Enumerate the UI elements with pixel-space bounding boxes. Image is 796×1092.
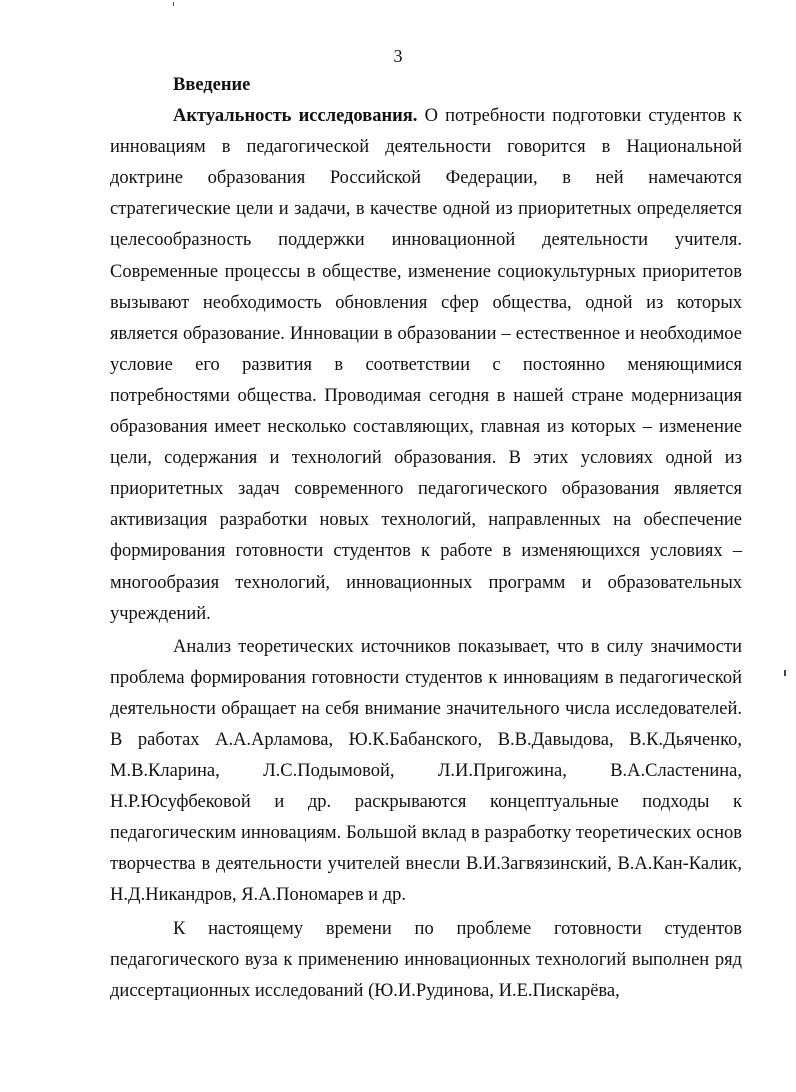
scan-artifact: [784, 670, 786, 676]
scan-artifact: [173, 2, 174, 6]
paragraph-lead: Актуальность исследования.: [173, 106, 418, 127]
document-body: [110, 70, 742, 1007]
paragraph-analysis: Анализ теоретических источников показывает, что в силу значимости проблема формирования готовности студентов к инновациям в педагогической деятельности обращает на себя внимание значительного числа исследователей. В работах А.А.Арламова, Ю.К.Бабанского, В.В.Давыдова, В.К.Дьяченко, М.В.Кларина, Л.С.Подымовой, Л.И.Пригожина, В.А.Сластенина, Н.Р.Юсуфбековой и др. раскрываются концептуальные подходы к педагогическим инновациям. Большой вклад в разработку теоретических основ творчества в деятельности учителей внесли В.И.Загвязинский, В.А.Кан-Калик, Н.Д.Никандров, Я.А.Пономарев и др.: [110, 636, 742, 906]
paragraph-text: О потребности подготовки студентов к инновациям в педагогической деятельности говорится в Национальной доктрине образования Российской Федерации, в ней намечаются стратегические цели и задачи, в качестве одной из приоритетных определяется целесообразность поддержки инновационной деятельности учителя. Современные процессы в обществе, изменение социокультурных приоритетов вызывают необходимость обновления сфер общества, одной из которых является образование. Инновации в образовании – естественное и необходимое условие его развития в соответствии с постоянно меняющимися потребностями общества. Проводимая сегодня в нашей стране модернизация образования имеет несколько составляющих, главная из которых – изменение цели, содержания и технологий образования. В этих условиях одной из приоритетных задач современного педагогического образования является активизация разработки новых технологий, направленных на обеспечение формирования готовности студентов к работе в изменяющихся условиях – многообразия технологий, инновационных программ и образовательных учреждений.: [110, 106, 742, 624]
page-number: 3: [393, 46, 403, 66]
section-heading: Введение: [173, 75, 251, 95]
paragraph-relevance: [110, 101, 742, 630]
paragraph-dissertations: К настоящему времени по проблеме готовности студентов педагогического вуза к применению инновационных технологий выполнен ряд диссертационных исследований (Ю.И.Рудинова, И.Е.Пискарёва,: [110, 918, 742, 1001]
